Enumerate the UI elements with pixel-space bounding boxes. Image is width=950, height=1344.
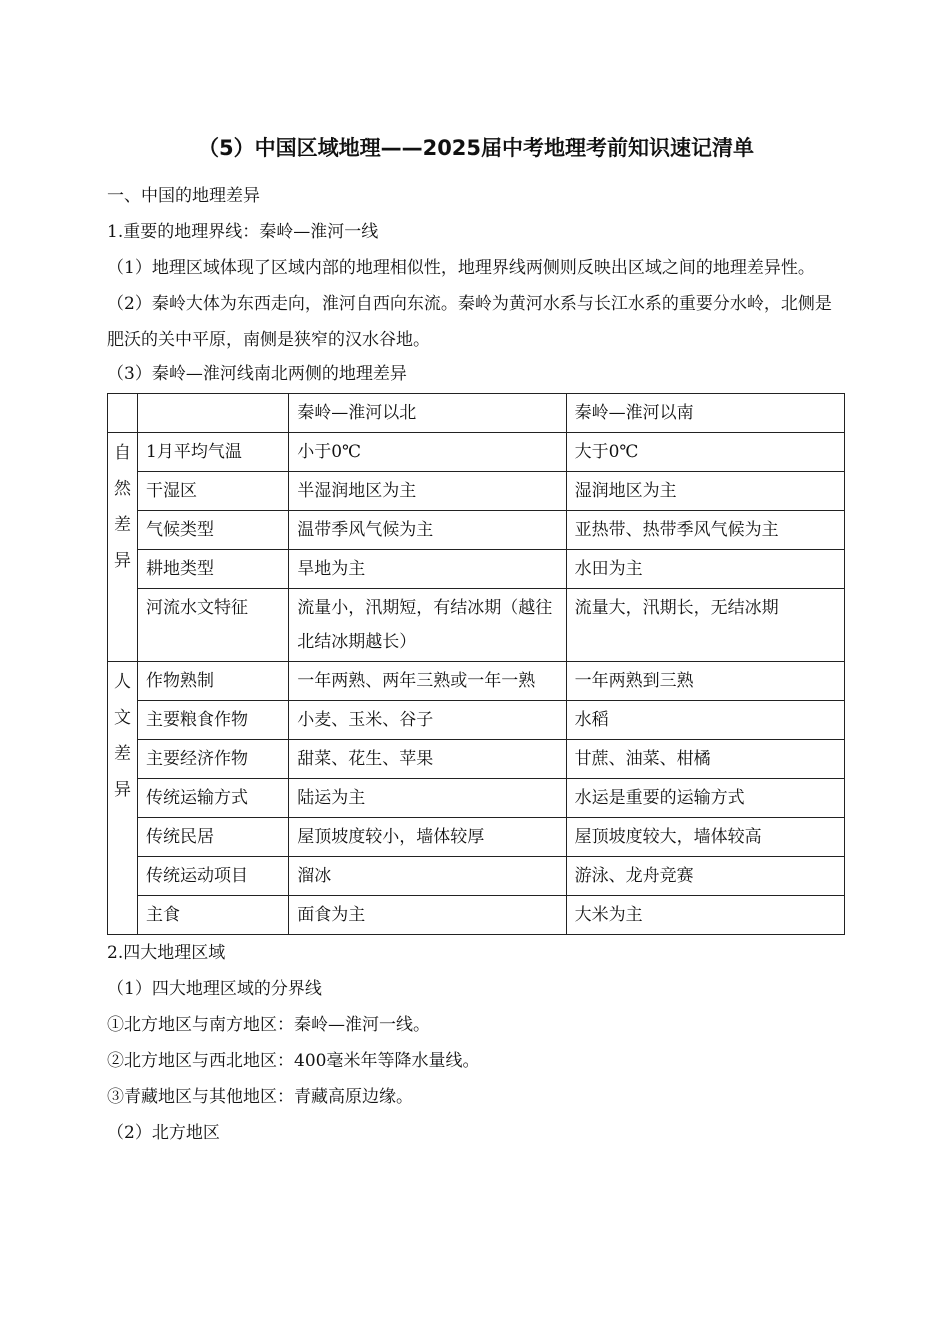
row-item: 传统运输方式 xyxy=(138,779,289,818)
row-item: 气候类型 xyxy=(138,511,289,550)
paragraph-3: （3）秦岭—淮河线南北两侧的地理差异 xyxy=(107,364,407,384)
paragraph-5: （2）北方地区 xyxy=(107,1123,220,1143)
row-north: 温带季风气候为主 xyxy=(289,511,566,550)
table-row xyxy=(108,896,845,935)
list-item: ③青藏地区与其他地区：青藏高原边缘。 xyxy=(107,1087,413,1107)
row-south: 甘蔗、油菜、柑橘 xyxy=(566,740,844,779)
row-south: 水田为主 xyxy=(566,550,844,589)
table-row xyxy=(108,740,845,779)
row-south: 一年两熟到三熟 xyxy=(566,662,844,701)
paragraph-4: （1）四大地理区域的分界线 xyxy=(107,979,322,999)
table-row xyxy=(108,589,845,662)
section-heading: 一、中国的地理差异 xyxy=(107,186,260,206)
row-item: 河流水文特征 xyxy=(138,589,289,662)
row-item: 主要粮食作物 xyxy=(138,701,289,740)
paragraph-2: （2）秦岭大体为东西走向，淮河自西向东流。秦岭为黄河水系与长江水系的重要分水岭，北侧是肥沃的关中平原，南侧是狭窄的汉水谷地。 xyxy=(107,294,832,350)
row-item: 主要经济作物 xyxy=(138,740,289,779)
table-row xyxy=(108,472,845,511)
row-north: 面食为主 xyxy=(289,896,566,935)
row-south: 水运是重要的运输方式 xyxy=(566,779,844,818)
table-header-north: 秦岭—淮河以北 xyxy=(289,394,566,433)
row-north: 小麦、玉米、谷子 xyxy=(289,701,566,740)
table-row xyxy=(108,662,845,701)
table-header-south: 秦岭—淮河以南 xyxy=(566,394,844,433)
document-title: （5）中国区域地理——2025届中考地理考前知识速记清单 xyxy=(197,136,755,160)
row-item: 传统民居 xyxy=(138,818,289,857)
row-south: 大米为主 xyxy=(566,896,844,935)
list-item: ①北方地区与南方地区：秦岭—淮河一线。 xyxy=(107,1015,430,1035)
table-row xyxy=(108,779,845,818)
row-south: 游泳、龙舟竞赛 xyxy=(566,857,844,896)
row-north: 甜菜、花生、苹果 xyxy=(289,740,566,779)
row-item: 传统运动项目 xyxy=(138,857,289,896)
table-header-cell xyxy=(108,394,138,433)
row-north: 旱地为主 xyxy=(289,550,566,589)
table-row xyxy=(108,433,845,472)
paragraph-1: （1）地理区域体现了区域内部的地理相似性，地理界线两侧则反映出区域之间的地理差异性。 xyxy=(107,258,815,278)
difference-table xyxy=(107,393,845,935)
row-item: 作物熟制 xyxy=(138,662,289,701)
row-south: 流量大，汛期长，无结冰期 xyxy=(566,589,844,662)
row-north: 半湿润地区为主 xyxy=(289,472,566,511)
row-north: 小于0℃ xyxy=(289,433,566,472)
row-north: 溜冰 xyxy=(289,857,566,896)
table-header-row xyxy=(108,394,845,433)
subsection-heading-1: 1.重要的地理界线：秦岭—淮河一线 xyxy=(107,222,379,242)
group-label-human: 人 文 差 异 xyxy=(108,662,138,935)
row-north: 流量小，汛期短，有结冰期（越往北结冰期越长） xyxy=(289,589,566,662)
row-south: 水稻 xyxy=(566,701,844,740)
table-row xyxy=(108,857,845,896)
row-item: 1月平均气温 xyxy=(138,433,289,472)
row-north: 陆运为主 xyxy=(289,779,566,818)
row-south: 屋顶坡度较大，墙体较高 xyxy=(566,818,844,857)
table-header-cell xyxy=(138,394,289,433)
document-page xyxy=(107,132,845,1151)
row-north: 一年两熟、两年三熟或一年一熟 xyxy=(289,662,566,701)
list-item: ②北方地区与西北地区：400毫米年等降水量线。 xyxy=(107,1051,480,1071)
row-north: 屋顶坡度较小，墙体较厚 xyxy=(289,818,566,857)
table-row xyxy=(108,818,845,857)
table-row xyxy=(108,701,845,740)
table-row xyxy=(108,550,845,589)
subsection-heading-2: 2.四大地理区域 xyxy=(107,943,226,963)
row-item: 主食 xyxy=(138,896,289,935)
row-south: 亚热带、热带季风气候为主 xyxy=(566,511,844,550)
row-item: 耕地类型 xyxy=(138,550,289,589)
table-row xyxy=(108,511,845,550)
group-label-natural: 自 然 差 异 xyxy=(108,433,138,662)
row-south: 湿润地区为主 xyxy=(566,472,844,511)
row-south: 大于0℃ xyxy=(566,433,844,472)
row-item: 干湿区 xyxy=(138,472,289,511)
